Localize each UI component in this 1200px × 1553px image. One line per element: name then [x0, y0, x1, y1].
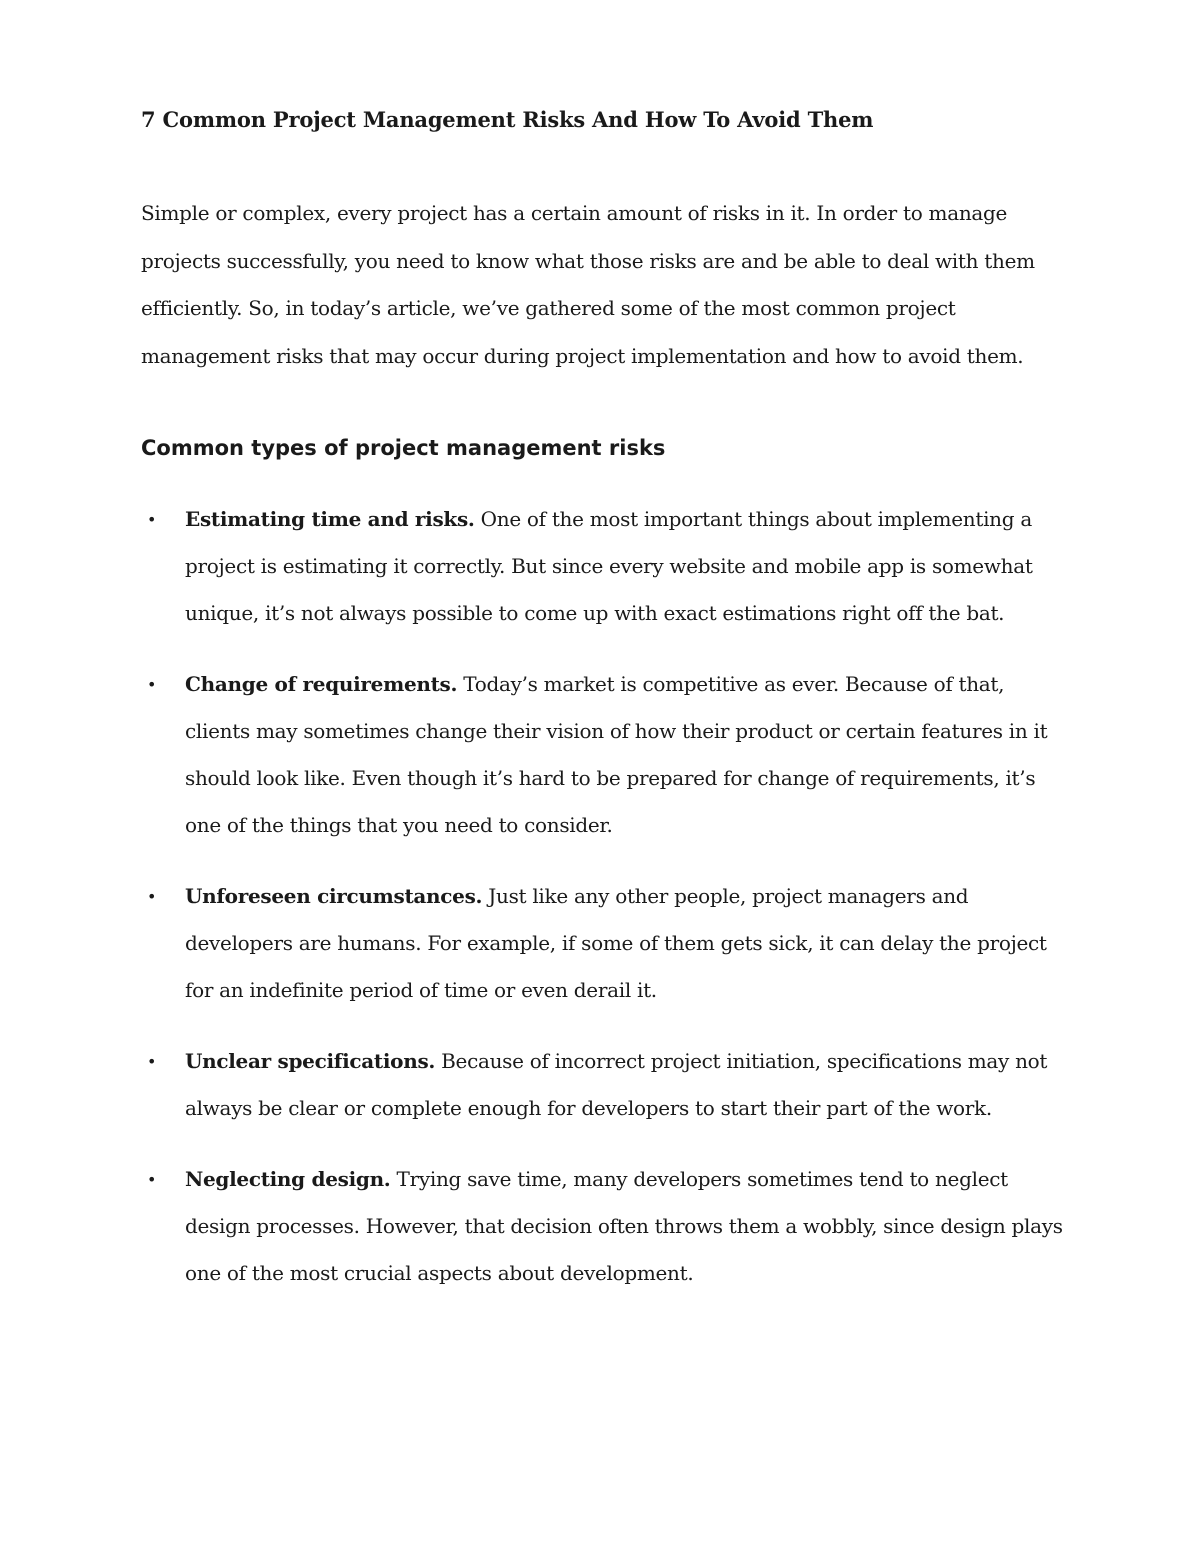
risk-term: Neglecting design. [185, 1167, 391, 1191]
bullet-icon: • [147, 1052, 157, 1071]
document-page [141, 100, 1071, 1321]
intro-paragraph: Simple or complex, every project has a certain amount of risks in it. In order to manage projects successfully, you need to know what those risks are and be able to deal with them efficiently. So, in today’s article, we’ve gathered some of the most common project management risks that may occur during project implementation and how to avoid them. [141, 201, 1035, 368]
risk-description: One of the most important things about implementing a project is estimating it correctly. But since every website and mobile app is somewhat unique, it’s not always possible to come up with exact estimations right off the bat. [185, 507, 1033, 625]
document-title: 7 Common Project Management Risks And How To Avoid Them [141, 107, 874, 132]
bullet-icon: • [147, 510, 157, 529]
bullet-icon: • [147, 675, 157, 694]
risk-item-circumstances [141, 873, 1071, 1014]
risk-description: Because of incorrect project initiation, specifications may not always be clear or complete enough for developers to start their part of the work. [185, 1049, 1048, 1120]
risk-item-estimating [141, 496, 1071, 637]
bullet-icon: • [147, 1170, 157, 1189]
risk-list [141, 496, 1071, 1297]
risk-description: Today’s market is competitive as ever. Because of that, clients may sometimes change their vision of how their product or certain features in it should look like. Even though it’s hard to be prepared for change of requirements, it’s one of the things that you need to consider. [185, 672, 1048, 837]
risk-term: Unclear specifications. [185, 1049, 436, 1073]
risk-description: Trying save time, many developers sometimes tend to neglect design processes. However, that decision often throws them a wobbly, since design plays one of the most crucial aspects about development. [185, 1167, 1063, 1285]
bullet-icon: • [147, 887, 157, 906]
risk-item-design [141, 1156, 1071, 1297]
risk-term: Estimating time and risks. [185, 507, 475, 531]
risk-item-specifications [141, 1038, 1071, 1132]
risk-term: Unforeseen circumstances. [185, 884, 483, 908]
risk-term: Change of requirements. [185, 672, 458, 696]
risk-item-requirements [141, 661, 1071, 849]
section-heading: Common types of project management risks [141, 436, 666, 460]
risk-description: Just like any other people, project managers and developers are humans. For example, if some of them gets sick, it can delay the project for an indefinite period of time or even derail it. [185, 884, 1047, 1002]
